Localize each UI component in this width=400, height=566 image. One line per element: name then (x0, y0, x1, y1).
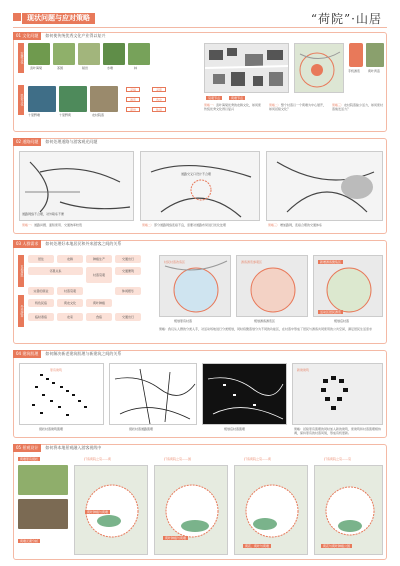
need-cell: 居住 (28, 255, 54, 263)
chip: 采摘 (126, 87, 140, 92)
texture-map-1-drawing (20, 364, 104, 425)
need-cell: 特色民宿 (28, 299, 54, 307)
texture-map-2 (109, 363, 197, 425)
phone-caption: 手机游览 (348, 69, 361, 73)
texture-map-3-drawing (203, 364, 287, 425)
side-label-bottom: 民俗文化 (18, 85, 24, 115)
chip: 选中 (152, 97, 166, 102)
panel-label: 荷花、荷叶与荷塘 (245, 544, 270, 548)
landscape-map-3 (234, 465, 308, 555)
site-plan-drawing (205, 44, 289, 93)
panel-label: 荷花与荷叶种植公园 (323, 544, 351, 548)
map-note: 道路网络不合理，对外联系不便 (22, 212, 65, 216)
section-title (13, 350, 121, 358)
phone-app-1 (349, 43, 363, 67)
site-plan (204, 43, 289, 93)
road-map-3-drawing (267, 152, 383, 221)
panel-title: 打造荷院之景——荷 (244, 457, 272, 461)
need-cell: 交通出行 (115, 255, 141, 263)
section-culture (13, 32, 387, 132)
photo-5 (128, 43, 150, 65)
photo-caption: 农村院落 (92, 113, 105, 117)
need-cell: 完善的商业 (28, 287, 54, 295)
crowd-map-1 (159, 255, 231, 317)
side-label-bottom: 外来游客 (18, 295, 24, 327)
road-map-3 (266, 151, 383, 221)
need-cell: 荷农文化 (57, 299, 83, 307)
section-question: 如何处理道路与游客观光问题 (45, 139, 98, 144)
pond-photo-1 (18, 465, 68, 495)
map-caption: 规划游客游览区 (254, 319, 276, 323)
section-landscape (13, 444, 387, 560)
map-label: 游客游览参观区 (241, 260, 263, 264)
need-cell: 荷叶种植 (86, 299, 112, 307)
need-cell: 交通出行 (115, 313, 141, 321)
section-title (13, 444, 101, 452)
note-right: 策略三：农村院落缺少活力，如何使村落焕发活力？ (332, 103, 384, 111)
section-number: 01 文化问题 (13, 32, 41, 40)
photo-caption: 茶园 (57, 66, 64, 70)
section-title (13, 32, 105, 40)
panel-title: 打造荷院之景——荷 (84, 457, 112, 461)
photo-caption: 稻田 (82, 66, 89, 70)
map-caption: 规划后村落肌理 (224, 427, 246, 431)
map-label: 村民村落改造区 (164, 260, 186, 264)
road-map-1 (19, 151, 134, 221)
panel-title: 打造荷院之景——景 (324, 457, 352, 461)
road-note-3: 策略三：增加路网，连接合理的交通体系 (268, 223, 323, 227)
crowd-map-3 (313, 255, 383, 317)
side-label-top: 本地居民 (18, 255, 24, 287)
photo-6 (28, 86, 56, 112)
crowd-map-2-drawing (237, 256, 308, 317)
panel-label: 荷叶种植与荷塘 (87, 510, 109, 514)
photo-caption: 十里野塘 (28, 113, 41, 117)
need-cell: 邻里关系 (28, 267, 83, 275)
photo-2 (53, 43, 75, 65)
photo-caption: 十里野荷 (59, 113, 72, 117)
panel-label: 荷叶种植与荷塘 (165, 536, 187, 540)
need-cell: 种植生产 (86, 255, 112, 263)
section-number: 04 建筑肌理 (13, 350, 41, 358)
map-note: 道路交叉口设计不合理 (181, 172, 212, 176)
brand-title: “荷院”·山居 (310, 12, 382, 26)
legend-badge: 景观节点 (208, 96, 221, 100)
landscape-map-4 (314, 465, 383, 555)
landscape-map-2-drawing (155, 466, 228, 555)
photo-3 (78, 43, 100, 65)
photo-4 (103, 43, 125, 65)
need-cell: 交通便利 (115, 267, 141, 275)
section-question: 如何将本地景观融入游客视线中 (45, 445, 102, 450)
need-cell: 村落景观 (86, 267, 112, 283)
map-caption: 规划后村落 (334, 319, 350, 323)
section-number: 05 景观设计 (13, 444, 41, 452)
need-cell: 村落景观 (57, 287, 83, 295)
case-caption: 荷叶育苗 (368, 69, 381, 73)
section-badge: 荷塘元素分析 (20, 539, 39, 543)
side-label-top: 农耕文化 (18, 43, 24, 73)
header-tag (13, 13, 21, 21)
road-map-2-drawing (141, 152, 260, 221)
crowd-map-1-drawing (160, 256, 231, 317)
pond-photo-2 (18, 499, 68, 529)
map-label: 原有建筑 (50, 368, 63, 372)
photo-1 (28, 43, 50, 65)
map-badge: 新增游客聚集区 (320, 260, 342, 264)
village-map-drawing (295, 44, 344, 93)
texture-map-2-drawing (110, 364, 197, 425)
header-divider (13, 27, 387, 28)
section-question: 如何使传统优秀文化产业得以复兴 (45, 33, 106, 38)
need-cell: 农耕 (57, 255, 83, 263)
map-badge: 活动区居民游览 (320, 310, 342, 314)
chip: 休闲 (152, 107, 166, 112)
landscape-map-2 (154, 465, 228, 555)
photo-caption: 袁叶海棠 (30, 66, 43, 70)
page-title: 现状问题与应对策略 (22, 13, 95, 24)
section-question: 如何处理好本地居民和外来游客之间的关系 (45, 241, 122, 246)
need-cell: 食宿 (86, 313, 112, 321)
chip: 观赏 (126, 107, 140, 112)
section-title (13, 240, 121, 248)
section-crowd (13, 240, 387, 344)
photo-caption: 林 (134, 66, 138, 70)
road-map-2 (140, 151, 260, 221)
landscape-map-4-drawing (315, 466, 383, 555)
section-number: 03 人群需求 (13, 240, 41, 248)
section-badge: 荷塘原有现状 (20, 457, 39, 461)
map-caption: 现状村落建筑肌理 (39, 427, 64, 431)
crowd-note: 策略：我们从人群的分类入手，对活动场地进行分类规划，同时将聚落划分为不同的功能区，在村落中形成了居民与游客共同使用的公共空间，满足居民生活需求 (159, 327, 373, 331)
texture-map-4 (292, 363, 383, 425)
photo-7 (59, 86, 87, 112)
photo-caption: 水塘 (107, 66, 114, 70)
note-mid: 策略二：整个村落以一个荷塘为中心展开，如何延续文化？ (269, 103, 327, 111)
landscape-map-3-drawing (235, 466, 308, 555)
texture-map-4-drawing (293, 364, 383, 425)
village-map (294, 43, 344, 93)
crowd-map-3-drawing (314, 256, 383, 317)
road-note-1: 策略一：道路问题、面积使用、交通效率较低 (22, 223, 83, 227)
need-cell: 农家 (57, 313, 83, 321)
texture-note: 策略：延续原有肌理的同时加入新的建筑，使建筑和村落肌理相协调，保持原有的村落风貌，形成有机更新。 (294, 427, 382, 435)
map-caption: 现状村落道路肌理 (129, 427, 154, 431)
note-left: 策略一：袁叶海棠优秀的农耕文化，如何使传统优秀文化得以复兴 (204, 103, 262, 111)
section-texture (13, 350, 387, 438)
legend-badge: 荷塘节点 (231, 96, 244, 100)
texture-map-3 (202, 363, 287, 425)
need-cell: 休闲娱乐 (115, 287, 141, 295)
panel-title: 打造荷院之景——园 (164, 457, 192, 461)
landscape-map-1 (74, 465, 148, 555)
section-question: 如何解决新老建筑肌理与新建筑之间的关系 (45, 351, 122, 356)
road-map-1-drawing (20, 152, 134, 221)
chip: 采荷 (152, 87, 166, 92)
product-photo (366, 43, 384, 67)
section-title (13, 138, 97, 146)
chip: 游览 (126, 97, 140, 102)
photo-8 (90, 86, 118, 112)
map-label: 新建建筑 (297, 368, 310, 372)
need-cell: 临时寄宿 (28, 313, 54, 321)
road-note-2: 策略二：部分道路网络连接不良，需要对道路布局进行优化处理 (142, 223, 227, 227)
map-caption: 规划原有村落 (174, 319, 193, 323)
section-number: 02 道路问题 (13, 138, 41, 146)
texture-map-1 (19, 363, 104, 425)
section-roads (13, 138, 387, 234)
crowd-map-2 (236, 255, 308, 317)
